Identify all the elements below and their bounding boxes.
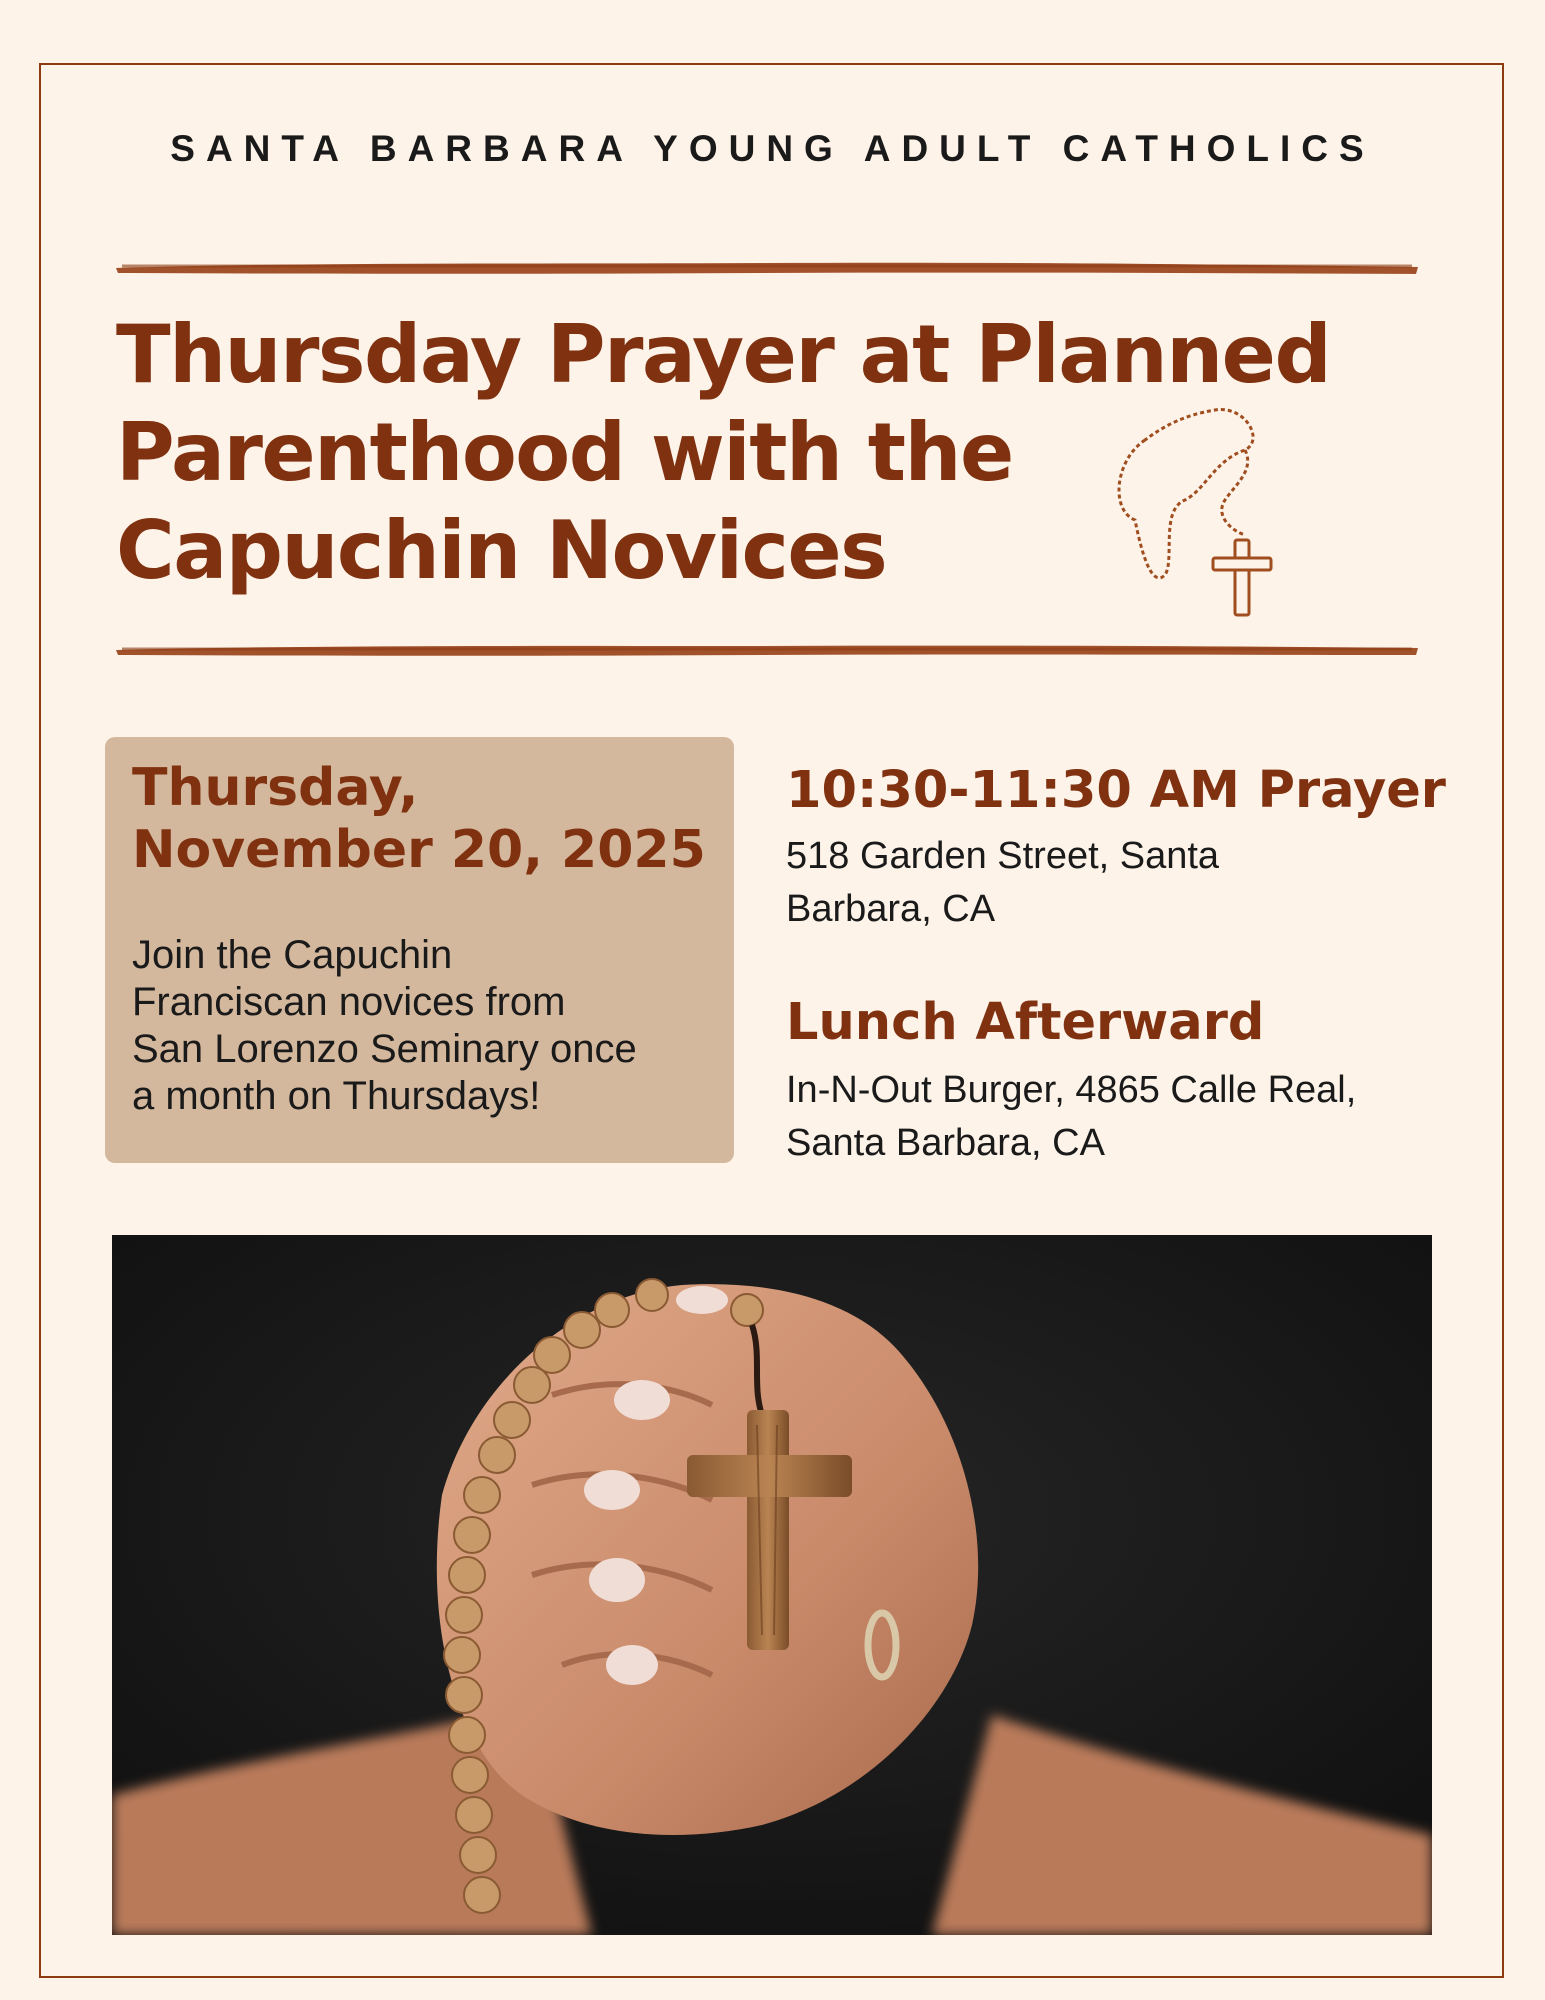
lunch-address: In-N-Out Burger, 4865 Calle Real, Santa Barbara, CA <box>786 1069 1357 1164</box>
organization-name: SANTA BARBARA YOUNG ADULT CATHOLICS <box>170 128 1375 169</box>
date-card <box>105 737 734 1163</box>
event-date: Thursday, November 20, 2025 <box>132 758 706 880</box>
brush-divider-bottom <box>112 637 1422 663</box>
lunch-heading: Lunch Afterward <box>786 993 1265 1052</box>
hands-with-rosary-photo <box>112 1235 1432 1935</box>
event-title: Thursday Prayer at Planned Parenthood with the Capuchin Novices <box>116 308 1331 597</box>
brush-divider-top <box>112 255 1422 281</box>
prayer-address: 518 Garden Street, Santa Barbara, CA <box>786 835 1220 930</box>
event-description: Join the Capuchin Franciscan novices from San Lorenzo Seminary once a month on Thursdays! <box>132 933 637 1118</box>
prayer-time-heading: 10:30-11:30 AM Prayer <box>786 761 1446 820</box>
rosary-icon <box>1105 400 1295 625</box>
